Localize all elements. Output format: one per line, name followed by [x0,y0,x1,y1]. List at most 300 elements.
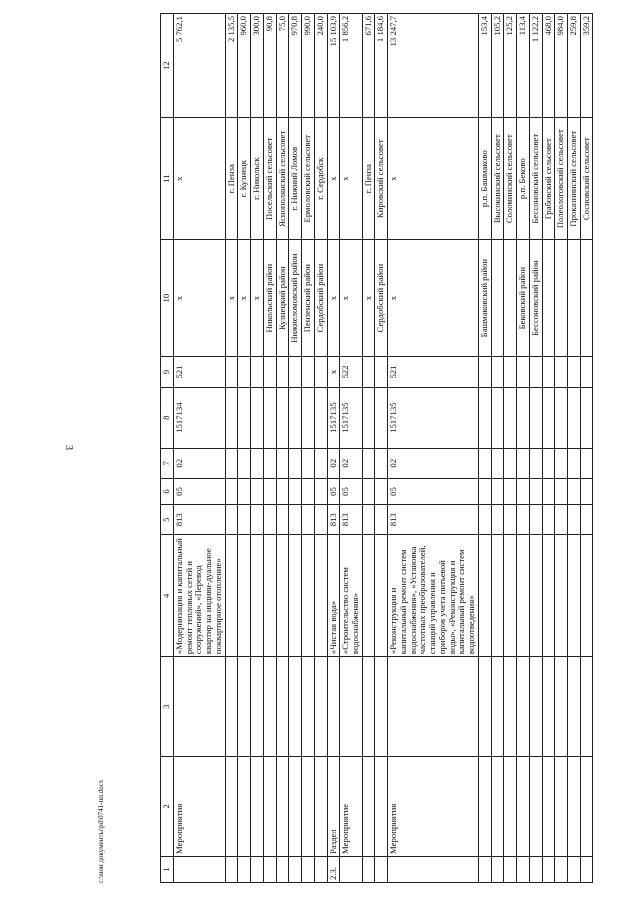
table-cell-col-12: 13 247,7 [388,14,479,118]
table-cell-col-4 [542,535,555,657]
table-cell-col-5 [276,505,289,535]
table-cell-col-4: «Реконструкция и капитальный ремонт систем водоснабжения», «Установка частотных преобразователей, станций управления и приборов учета питьевой воды», «Реконструкция и капитальный ремонт систем водоотведения» [388,535,479,657]
table-cell-col-3 [263,657,276,757]
table-cell-col-5 [542,505,555,535]
table-cell-col-12: 5 762,1 [174,14,226,118]
table-cell-col-6 [567,478,580,504]
table-cell-col-2 [251,757,264,857]
table-cell-col-1 [362,856,375,882]
table-row [555,14,568,883]
table-cell-col-12: 1 856,2 [340,14,362,118]
column-header-8: 8 [161,387,174,448]
table-cell-col-7 [225,448,238,478]
table-cell-col-11: Кировский сельсовет [375,118,388,240]
table-cell-col-9 [517,357,530,387]
column-header-3: 3 [161,657,174,757]
table-cell-col-11: Сосновский сельсовет [580,118,593,240]
table-cell-col-8 [362,387,375,448]
table-cell-col-4 [362,535,375,657]
table-cell-col-7 [251,448,264,478]
table-cell-col-12: 359,2 [580,14,593,118]
table-cell-col-2 [555,757,568,857]
table-cell-col-4 [478,535,491,657]
table-cell-col-7: 02 [388,448,479,478]
table-cell-col-8: 1517135 [388,387,479,448]
table-cell-col-3 [276,657,289,757]
table-cell-col-7 [289,448,302,478]
table-cell-col-7 [238,448,251,478]
table-cell-col-5 [491,505,504,535]
table-cell-col-3 [225,657,238,757]
table-cell-col-9 [302,357,315,387]
table-cell-col-10: Никольский район [263,240,276,357]
table-cell-col-6 [555,478,568,504]
table-cell-col-10: х [174,240,226,357]
table-cell-col-6 [362,478,375,504]
budget-table [160,13,593,883]
table-cell-col-1: 2.3. [327,856,340,882]
table-cell-col-8 [375,387,388,448]
table-cell-col-4 [314,535,327,657]
column-header-4: 4 [161,535,174,657]
table-cell-col-11: х [327,118,340,240]
table-cell-col-6: 05 [174,478,226,504]
table-cell-col-11: г. Никольск [251,118,264,240]
table-cell-col-4 [529,535,542,657]
table-cell-col-8 [302,387,315,448]
table-row [542,14,555,883]
table-cell-col-2 [542,757,555,857]
column-header-10: 10 [161,240,174,357]
table-cell-col-12: 75,0 [276,14,289,118]
column-header-1: 1 [161,856,174,882]
table-cell-col-2 [504,757,517,857]
table-cell-col-6 [542,478,555,504]
table-cell-col-6 [504,478,517,504]
table-cell-col-2 [302,757,315,857]
table-cell-col-5 [314,505,327,535]
table-cell-col-10: х [362,240,375,357]
table-cell-col-10 [504,240,517,357]
table-cell-col-4 [504,535,517,657]
table-cell-col-8 [542,387,555,448]
table-cell-col-12: 960,0 [238,14,251,118]
table-cell-col-9 [263,357,276,387]
page-number: 3 [63,445,74,450]
table-cell-col-5 [375,505,388,535]
table-cell-col-4 [263,535,276,657]
table-cell-col-3 [238,657,251,757]
table-cell-col-11: Полеологовский сельсовет [555,118,568,240]
table-cell-col-2: Мероприятия [174,757,226,857]
column-header-5: 5 [161,505,174,535]
table-cell-col-1 [375,856,388,882]
table-cell-col-7 [302,448,315,478]
table-cell-col-6 [238,478,251,504]
table-cell-col-12: 468,0 [542,14,555,118]
table-cell-col-1 [276,856,289,882]
table-cell-col-10: Башмаковский район [478,240,491,357]
table-cell-col-7 [567,448,580,478]
table-cell-col-11: г. Кузнецк [238,118,251,240]
table-cell-col-9 [491,357,504,387]
table-cell-col-7 [362,448,375,478]
table-cell-col-9 [362,357,375,387]
column-header-7: 7 [161,448,174,478]
table-cell-col-11: р.п. Беково [517,118,530,240]
column-header-6: 6 [161,478,174,504]
table-row [174,14,226,883]
table-cell-col-11: г. Пенза [225,118,238,240]
table-cell-col-4 [580,535,593,657]
table-header-row [161,14,174,883]
table-cell-col-2 [263,757,276,857]
table-cell-col-2: Раздел [327,757,340,857]
table-row [263,14,276,883]
table-cell-col-11: Бессоновский сельсовет [529,118,542,240]
table-cell-col-3 [491,657,504,757]
table-cell-col-1 [555,856,568,882]
table-cell-col-4: «Модернизация и капитальный ремонт тепловых сетей и сооружений», «Перевод квартир на индиви-дуальное поквартирное отопление» [174,535,226,657]
table-cell-col-3 [289,657,302,757]
table-cell-col-7 [529,448,542,478]
table-cell-col-8 [567,387,580,448]
table-cell-col-3 [314,657,327,757]
table-cell-col-2 [289,757,302,857]
table-cell-col-8 [225,387,238,448]
table-cell-col-10: Бессоновский район [529,240,542,357]
table-cell-col-3 [567,657,580,757]
table-cell-col-6 [302,478,315,504]
table-cell-col-10: Кузнецкий район [276,240,289,357]
table-cell-col-11: Проказнинский сельсовет [567,118,580,240]
table-cell-col-3 [251,657,264,757]
table-cell-col-11: р.п. Башмаково [478,118,491,240]
table-cell-col-2 [314,757,327,857]
table-cell-col-6 [529,478,542,504]
table-cell-col-9 [225,357,238,387]
table-cell-col-9 [251,357,264,387]
table-cell-col-9 [567,357,580,387]
table-cell-col-3 [174,657,226,757]
column-header-9: 9 [161,357,174,387]
table-cell-col-10: х [340,240,362,357]
table-cell-col-9 [314,357,327,387]
table-cell-col-8 [555,387,568,448]
table-cell-col-4 [491,535,504,657]
table-cell-col-3 [388,657,479,757]
table-row [289,14,302,883]
table-cell-col-2 [276,757,289,857]
table-cell-col-1 [567,856,580,882]
table-cell-col-7: 02 [340,448,362,478]
table-cell-col-5 [504,505,517,535]
table-cell-col-12: 990,0 [302,14,315,118]
table-cell-col-7 [478,448,491,478]
table-cell-col-9 [478,357,491,387]
table-cell-col-8 [276,387,289,448]
table-cell-col-11: Ермоловский сельсовет [302,118,315,240]
table-cell-col-1 [580,856,593,882]
table-row [340,14,362,883]
table-cell-col-4 [302,535,315,657]
table-cell-col-10: х [388,240,479,357]
table-cell-col-3 [375,657,388,757]
table-cell-col-9: 522 [340,357,362,387]
column-header-2: 2 [161,757,174,857]
table-cell-col-1 [251,856,264,882]
table-cell-col-12: 2 135,5 [225,14,238,118]
table-cell-col-4 [289,535,302,657]
table-cell-col-6 [314,478,327,504]
table-row [504,14,517,883]
table-cell-col-11: х [174,118,226,240]
table-cell-col-1 [314,856,327,882]
table-row [276,14,289,883]
table-cell-col-7 [580,448,593,478]
table-cell-col-5 [238,505,251,535]
table-cell-col-6: 05 [340,478,362,504]
table-cell-col-7: 02 [174,448,226,478]
table-cell-col-10 [542,240,555,357]
table-cell-col-9 [276,357,289,387]
table-cell-col-5 [225,505,238,535]
table-cell-col-3 [555,657,568,757]
table-cell-col-12: 15 103,9 [327,14,340,118]
table-cell-col-9 [542,357,555,387]
table-cell-col-10: Пензенский район [302,240,315,357]
table-cell-col-8 [238,387,251,448]
table-cell-col-6 [251,478,264,504]
table-cell-col-6 [263,478,276,504]
table-cell-col-5 [263,505,276,535]
table-cell-col-8 [491,387,504,448]
table-cell-col-12: 105,2 [491,14,504,118]
table-cell-col-1 [529,856,542,882]
table-cell-col-4 [375,535,388,657]
table-cell-col-12: 1 184,6 [375,14,388,118]
table-cell-col-1 [504,856,517,882]
table-cell-col-12: 970,8 [289,14,302,118]
table-row [225,14,238,883]
table-row [529,14,542,883]
table-cell-col-3 [542,657,555,757]
table-row [327,14,340,883]
table-cell-col-5 [478,505,491,535]
table-cell-col-8: 1517135 [327,387,340,448]
table-cell-col-5 [580,505,593,535]
table-cell-col-1 [340,856,362,882]
table-cell-col-1 [388,856,479,882]
table-cell-col-5: 813 [388,505,479,535]
table-cell-col-8 [504,387,517,448]
table-cell-col-5: 813 [327,505,340,535]
table-cell-col-8 [251,387,264,448]
table-cell-col-7 [504,448,517,478]
table-cell-col-12: 300,0 [251,14,264,118]
table-cell-col-8 [314,387,327,448]
table-cell-col-4: «Чистая вода» [327,535,340,657]
table-row [388,14,479,883]
table-cell-col-11: Высокинский сельсовет [491,118,504,240]
table-cell-col-7 [263,448,276,478]
table-cell-col-9 [529,357,542,387]
table-cell-col-1 [238,856,251,882]
table-cell-col-12: 240,0 [314,14,327,118]
table-cell-col-12: 125,2 [504,14,517,118]
table-cell-col-4 [567,535,580,657]
table-cell-col-3 [478,657,491,757]
table-cell-col-3 [302,657,315,757]
table-cell-col-9 [375,357,388,387]
table-cell-col-1 [263,856,276,882]
table-row [375,14,388,883]
table-row [314,14,327,883]
table-cell-col-3 [517,657,530,757]
table-cell-col-3 [504,657,517,757]
table-cell-col-1 [491,856,504,882]
table-row [302,14,315,883]
table-cell-col-7 [517,448,530,478]
table-cell-col-2: Мероприятия [388,757,479,857]
table-cell-col-8 [517,387,530,448]
table-cell-col-9: х [327,357,340,387]
table-cell-col-5 [289,505,302,535]
table-cell-col-1 [289,856,302,882]
table-cell-col-1 [225,856,238,882]
table-cell-col-2 [529,757,542,857]
table-cell-col-2 [517,757,530,857]
table-cell-col-6: 05 [327,478,340,504]
table-cell-col-6 [276,478,289,504]
table-cell-col-6 [580,478,593,504]
table-cell-col-10: Нижнеломовский район [289,240,302,357]
table-cell-col-6 [375,478,388,504]
table-cell-col-4 [517,535,530,657]
table-cell-col-6 [517,478,530,504]
table-cell-col-5 [567,505,580,535]
table-cell-col-11: Грабовский сельсовет [542,118,555,240]
table-cell-col-11: х [340,118,362,240]
table-cell-col-10 [567,240,580,357]
table-cell-col-10: Сердобский район [375,240,388,357]
table-cell-col-3 [340,657,362,757]
table-cell-col-11: х [388,118,479,240]
table-row [491,14,504,883]
table-row [362,14,375,883]
table-cell-col-10 [555,240,568,357]
table-cell-col-2 [567,757,580,857]
table-cell-col-4 [225,535,238,657]
table-cell-col-10 [580,240,593,357]
table-cell-col-9: 521 [388,357,479,387]
table-row [238,14,251,883]
table-cell-col-10: Бековский район [517,240,530,357]
table-cell-col-11: г. Нижний Ломов [289,118,302,240]
table-cell-col-9 [504,357,517,387]
table-cell-col-5: 813 [340,505,362,535]
table-cell-col-6 [478,478,491,504]
table-cell-col-7 [375,448,388,478]
table-cell-col-5 [251,505,264,535]
table-cell-col-2: Мероприятие [340,757,362,857]
table-cell-col-6 [491,478,504,504]
table-cell-col-12: 984,0 [555,14,568,118]
table-cell-col-2 [375,757,388,857]
table-cell-col-8 [263,387,276,448]
table-body [174,14,593,883]
table-cell-col-10: х [327,240,340,357]
table-row [567,14,580,883]
table-cell-col-8 [478,387,491,448]
table-cell-col-12: 1 122,2 [529,14,542,118]
table-cell-col-12: 259,8 [567,14,580,118]
table-cell-col-2 [478,757,491,857]
table-cell-col-10: х [225,240,238,357]
table-cell-col-3 [327,657,340,757]
table-cell-col-11: г. Пенза [362,118,375,240]
table-cell-col-2 [580,757,593,857]
table-cell-col-2 [238,757,251,857]
footer-file-path: c:\мои документы\pd\0741-пп.docx [97,779,105,883]
table-cell-col-11: Яснополянский сельсовет [276,118,289,240]
table-cell-col-1 [174,856,226,882]
table-cell-col-7: 02 [327,448,340,478]
column-header-11: 11 [161,118,174,240]
table-cell-col-9 [580,357,593,387]
table-cell-col-7 [314,448,327,478]
table-row [478,14,491,883]
table-cell-col-1 [542,856,555,882]
table-cell-col-6 [289,478,302,504]
table-cell-col-2 [225,757,238,857]
table-cell-col-4: «Строительство систем водоснабжения» [340,535,362,657]
table-cell-col-11: г. Сердобск [314,118,327,240]
table-cell-col-2 [491,757,504,857]
table-cell-col-1 [517,856,530,882]
table-cell-col-4 [238,535,251,657]
table-cell-col-5 [302,505,315,535]
table-row [580,14,593,883]
table-cell-col-4 [555,535,568,657]
table-cell-col-11: Соломинский сельсовет [504,118,517,240]
table-cell-col-5: 813 [174,505,226,535]
table-cell-col-6: 05 [388,478,479,504]
table-cell-col-4 [276,535,289,657]
table-cell-col-10 [491,240,504,357]
table-cell-col-1 [478,856,491,882]
table-cell-col-8: 1517134 [174,387,226,448]
table-cell-col-9: 521 [174,357,226,387]
table-cell-col-12: 90,8 [263,14,276,118]
table-cell-col-3 [580,657,593,757]
table-cell-col-7 [276,448,289,478]
table-cell-col-7 [555,448,568,478]
table-cell-col-11: Посельский сельсовет [263,118,276,240]
table-cell-col-9 [238,357,251,387]
table-cell-col-6 [225,478,238,504]
table-cell-col-4 [251,535,264,657]
table-cell-col-5 [529,505,542,535]
table-cell-col-3 [529,657,542,757]
table-row [251,14,264,883]
table-cell-col-12: 671,6 [362,14,375,118]
table-cell-col-8 [580,387,593,448]
table-cell-col-9 [555,357,568,387]
table-cell-col-10: х [238,240,251,357]
table-cell-col-5 [362,505,375,535]
table-cell-col-2 [362,757,375,857]
